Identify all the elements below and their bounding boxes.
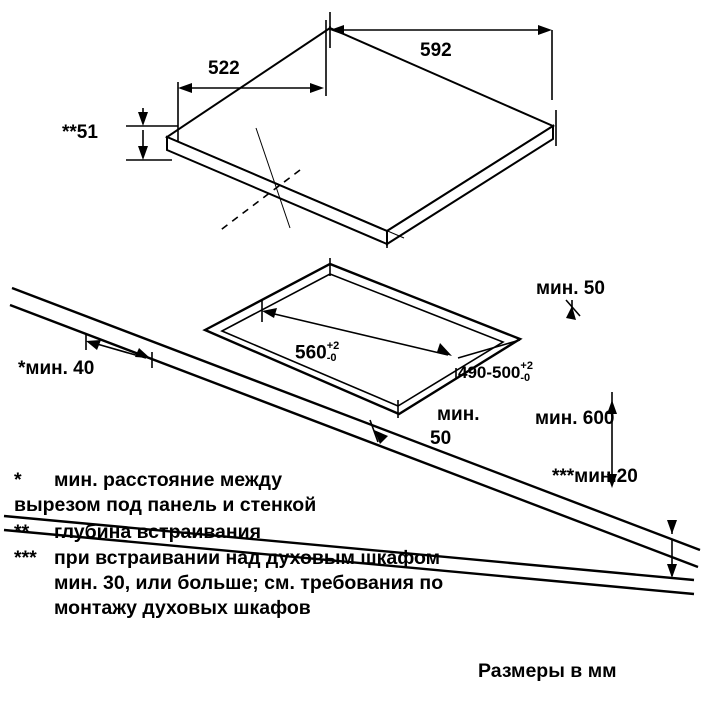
dim-label-min-worktop-600: мин. 600: [535, 408, 615, 429]
arrow-522-left: [178, 83, 192, 93]
dim-label-cutout-width: [295, 342, 339, 365]
arrow-51-top: [138, 112, 148, 126]
dim-label-min-below-20: ***мин.20: [552, 466, 638, 487]
arrow-min50-back: [566, 306, 576, 320]
dim-label-min-front-50-line2: 50: [430, 428, 452, 449]
cutout-depth-tol-minus: -0: [520, 371, 531, 384]
note-3-line-1: при встраивании над духовым шкафом: [54, 547, 441, 570]
note-2-line-1: глубина встраивания: [54, 520, 262, 543]
notes-block: [14, 468, 694, 621]
note-text-1: [14, 468, 694, 518]
note-item-2: [14, 520, 694, 545]
cutout-depth-value: 490-500: [458, 363, 521, 383]
units-label: Размеры в мм: [478, 660, 617, 682]
dim-label-cutout-depth: [458, 362, 533, 385]
arrow-min40-left: [86, 340, 101, 350]
cutout-width-tol-plus: +2: [326, 340, 340, 352]
note-text-3: [54, 546, 694, 620]
dim-label-min-back-50: мин. 50: [536, 278, 605, 299]
note-item-3: [14, 546, 694, 620]
cutout-width-tol-minus: -0: [326, 351, 337, 364]
dim-label-depth-522: 522: [208, 58, 240, 79]
note-1-line-2: вырезом под панель и стенкой: [14, 493, 317, 516]
note-1-line-1: мин. расстояние между: [54, 469, 283, 491]
arrow-592-right: [538, 25, 552, 35]
note-3-line-3: монтажу духовых шкафов: [54, 596, 311, 619]
note-item-1: [14, 468, 694, 518]
dim-label-min-front-50-line1: мин.: [437, 404, 480, 425]
cutout-depth-tolerance: [520, 361, 533, 384]
note-mark-1: *: [14, 469, 22, 491]
dim-label-width-592: 592: [420, 40, 452, 61]
dim-label-height-51: **51: [62, 122, 98, 143]
note-3-line-2: мин. 30, или больше; см. требования по: [54, 572, 444, 594]
dim-label-min-left-40: *мин. 40: [18, 358, 95, 379]
cutout-width-tolerance: [327, 341, 340, 364]
cutout-width-value: 560: [295, 342, 327, 364]
note-mark-3: ***: [14, 547, 37, 570]
cutout-depth-tol-plus: +2: [520, 360, 533, 372]
note-mark-2: **: [14, 520, 30, 543]
note-text-2: [54, 520, 694, 545]
arrow-51-bottom: [138, 146, 148, 160]
